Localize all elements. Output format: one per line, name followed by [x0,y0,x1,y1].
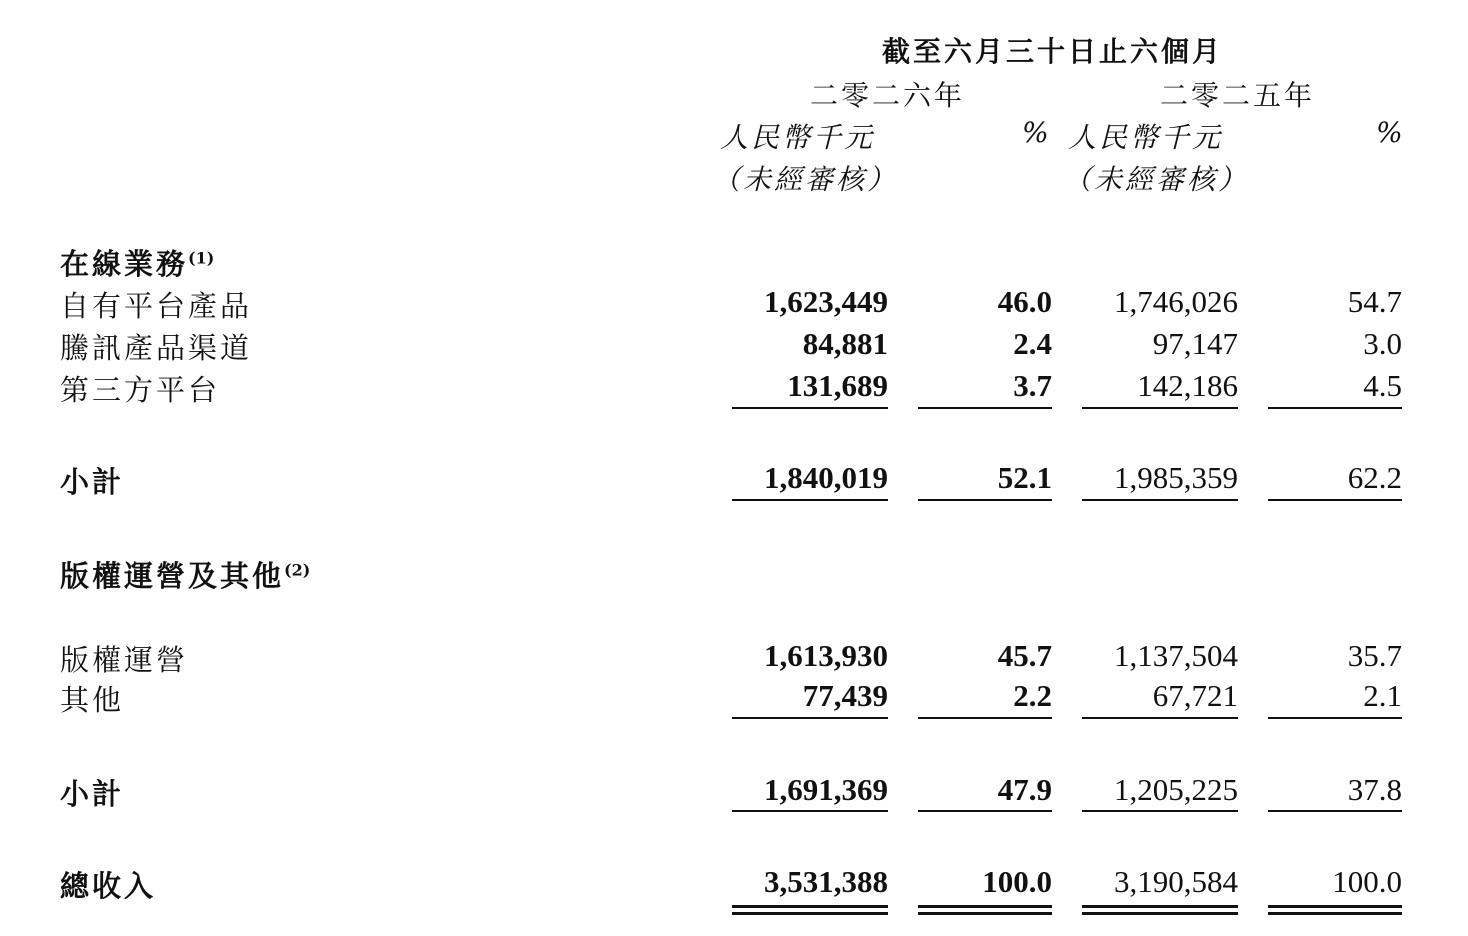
row-label: 第三方平台 [60,373,221,407]
cell-current-pct: 2.2 [1013,678,1052,713]
underline [918,810,1052,812]
underline [918,717,1052,719]
audit-prior-header: （未經審核） [1063,163,1250,196]
total-current-pct: 100.0 [982,864,1052,899]
subtotal-current: 1,691,369 [764,772,888,807]
cell-current: 131,689 [787,368,888,403]
underline [732,717,888,719]
cell-prior-pct: 2.1 [1363,678,1402,713]
cell-prior: 1,137,504 [1114,638,1238,673]
cell-current: 84,881 [802,326,888,361]
subtotal-current-pct: 52.1 [997,460,1052,495]
section-title-copyright: 版權運營及其他$^{(2)}$ [60,559,311,593]
double-underline [1268,905,1402,915]
subtotal-prior: 1,985,359 [1114,460,1238,495]
underline [1082,407,1238,409]
total-prior: 3,190,584 [1114,864,1238,899]
underline [1082,810,1238,812]
cell-current-pct: 3.7 [1013,368,1052,403]
subtotal-current-pct: 47.9 [997,772,1052,807]
cell-prior: 67,721 [1152,678,1238,713]
underline [732,499,888,501]
year-current-header: 二零二六年 [810,79,966,112]
underline [1268,717,1402,719]
cell-prior-pct: 35.7 [1347,638,1402,673]
currency-prior-header: 人民幣千元 [1068,121,1224,154]
subtotal-prior: 1,205,225 [1114,772,1238,807]
double-underline [1082,905,1238,915]
cell-current-pct: 2.4 [1013,326,1052,361]
row-label: 版權運營 [60,643,189,677]
row-label: 其他 [60,683,125,717]
audit-current-header: （未經審核） [712,163,899,196]
underline [1268,499,1402,501]
cell-prior: 1,746,026 [1114,284,1238,319]
cell-prior-pct: 4.5 [1363,368,1402,403]
total-current: 3,531,388 [764,864,888,899]
cell-current: 1,613,930 [764,638,888,673]
subtotal-current: 1,840,019 [764,460,888,495]
row-label: 騰訊產品渠道 [60,331,253,365]
double-underline [732,905,888,915]
underline [1268,810,1402,812]
pct-prior-header: % [1376,116,1406,149]
cell-prior-pct: 54.7 [1347,284,1402,319]
cell-current: 1,623,449 [764,284,888,319]
double-underline [918,905,1052,915]
period-header: 截至六月三十日止六個月 [882,35,1224,68]
underline [1082,717,1238,719]
underline [918,499,1052,501]
cell-prior: 97,147 [1152,326,1238,361]
underline [732,810,888,812]
total-prior-pct: 100.0 [1332,864,1402,899]
cell-current-pct: 46.0 [997,284,1052,319]
cell-current: 77,439 [802,678,888,713]
year-prior-header: 二零二五年 [1160,79,1316,112]
total-label: 總收入 [60,869,157,903]
subtotal-prior-pct: 37.8 [1347,772,1402,807]
underline [1268,407,1402,409]
subtotal-label: 小計 [60,465,125,499]
cell-prior: 142,186 [1137,368,1238,403]
underline [732,407,888,409]
underline [918,407,1052,409]
subtotal-label: 小計 [60,777,125,811]
section-title-online: 在線業務$^{(1)}$ [60,247,215,281]
cell-prior-pct: 3.0 [1363,326,1402,361]
row-label: 自有平台產品 [60,289,253,323]
cell-current-pct: 45.7 [997,638,1052,673]
currency-current-header: 人民幣千元 [720,121,876,154]
subtotal-prior-pct: 62.2 [1347,460,1402,495]
underline [1082,499,1238,501]
pct-current-header: % [1022,116,1052,149]
